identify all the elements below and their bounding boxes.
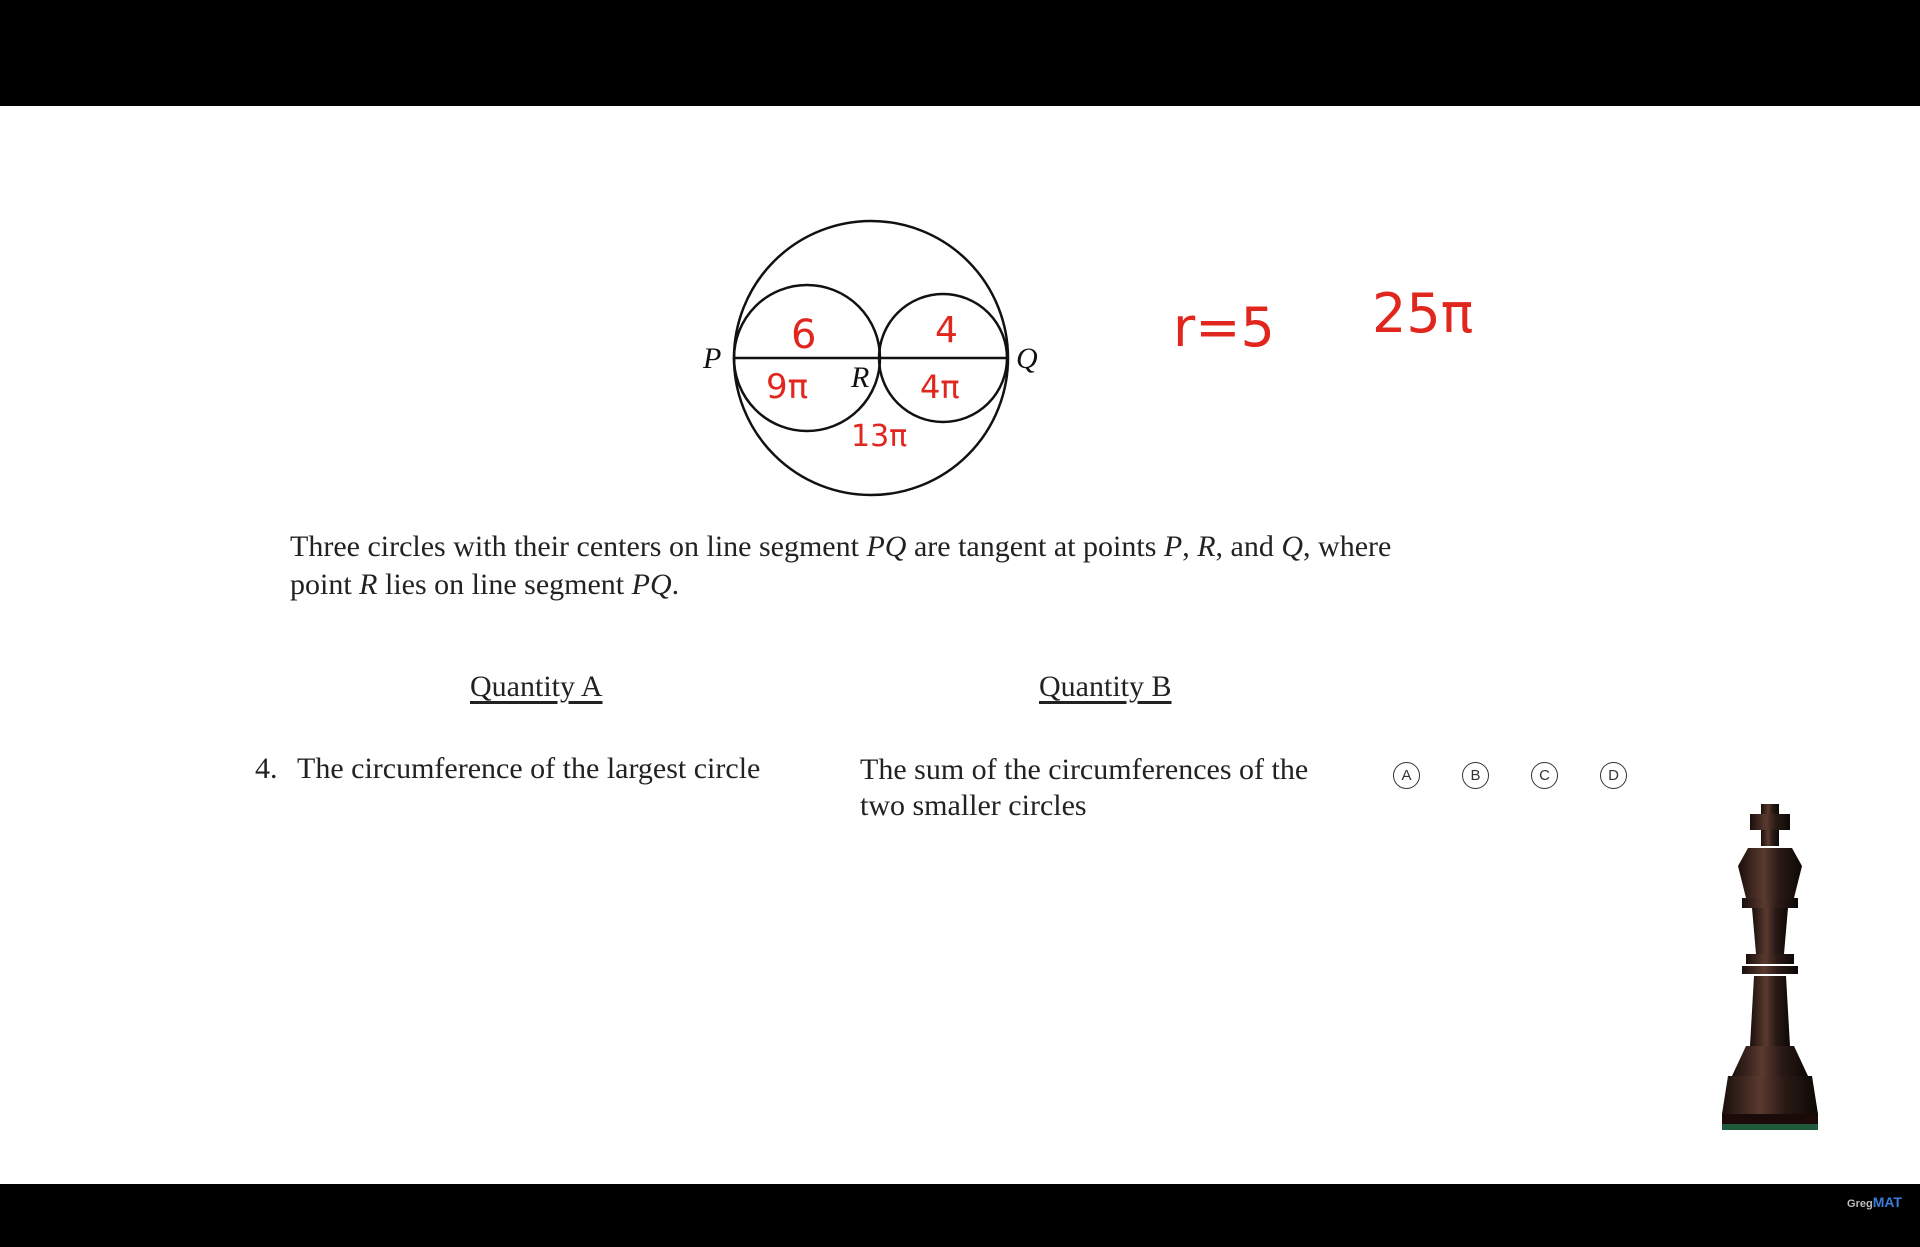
choice-b-bubble[interactable]: B (1462, 762, 1489, 789)
annotation-large-area: 25π (1372, 282, 1474, 345)
stem-point-p: P (1163, 530, 1183, 563)
stem-segment-pq: PQ (866, 530, 907, 563)
point-q-label: Q (1016, 342, 1038, 375)
bottom-letterbox-bar (0, 1184, 1920, 1247)
stem-segment-pq-2: PQ (631, 568, 672, 601)
point-r-label: R (851, 361, 870, 394)
top-letterbox-bar (0, 0, 1920, 106)
quantity-b-text: The sum of the circumferences of the two smaller circles (860, 753, 1309, 822)
slide (0, 106, 1920, 1184)
quantity-b-heading: Quantity B (1039, 670, 1172, 703)
stem-text-2: are tangent at points (906, 530, 1164, 563)
annotation-large-radius: r=5 (1173, 296, 1275, 359)
annotation-right-radius: 4 (935, 310, 958, 351)
choice-a-bubble[interactable]: A (1393, 762, 1420, 789)
annotation-left-radius: 6 (791, 312, 817, 358)
stem-text-1: Three circles with their centers on line segment (290, 530, 867, 563)
quantity-a-text: The circumference of the largest circle (297, 752, 761, 785)
choice-c-bubble[interactable]: C (1531, 762, 1558, 789)
stem-point-q: Q (1281, 530, 1304, 563)
choice-d-bubble[interactable]: D (1600, 762, 1627, 789)
problem-stem (290, 528, 1410, 604)
annotation-sum-area: 13π (851, 419, 908, 454)
chess-king-icon (1690, 796, 1850, 1146)
stem-text-3: , where point (290, 530, 1392, 601)
question-number: 4. (255, 752, 278, 785)
quantity-a-heading: Quantity A (470, 670, 603, 703)
annotation-right-area: 4π (920, 368, 960, 406)
point-p-label: P (703, 342, 722, 375)
stem-point-r-2: R (359, 568, 378, 601)
watermark-logo: GregMAT (1847, 1194, 1902, 1210)
annotation-left-area: 9π (766, 367, 809, 407)
stem-text-4: lies on line segment (377, 568, 632, 601)
stem-point-r: R (1197, 530, 1216, 563)
stem-sep-1: , (1182, 530, 1198, 563)
stem-end: . (671, 568, 680, 601)
stem-sep-2: , and (1215, 530, 1282, 563)
circles-diagram (0, 106, 1920, 1184)
